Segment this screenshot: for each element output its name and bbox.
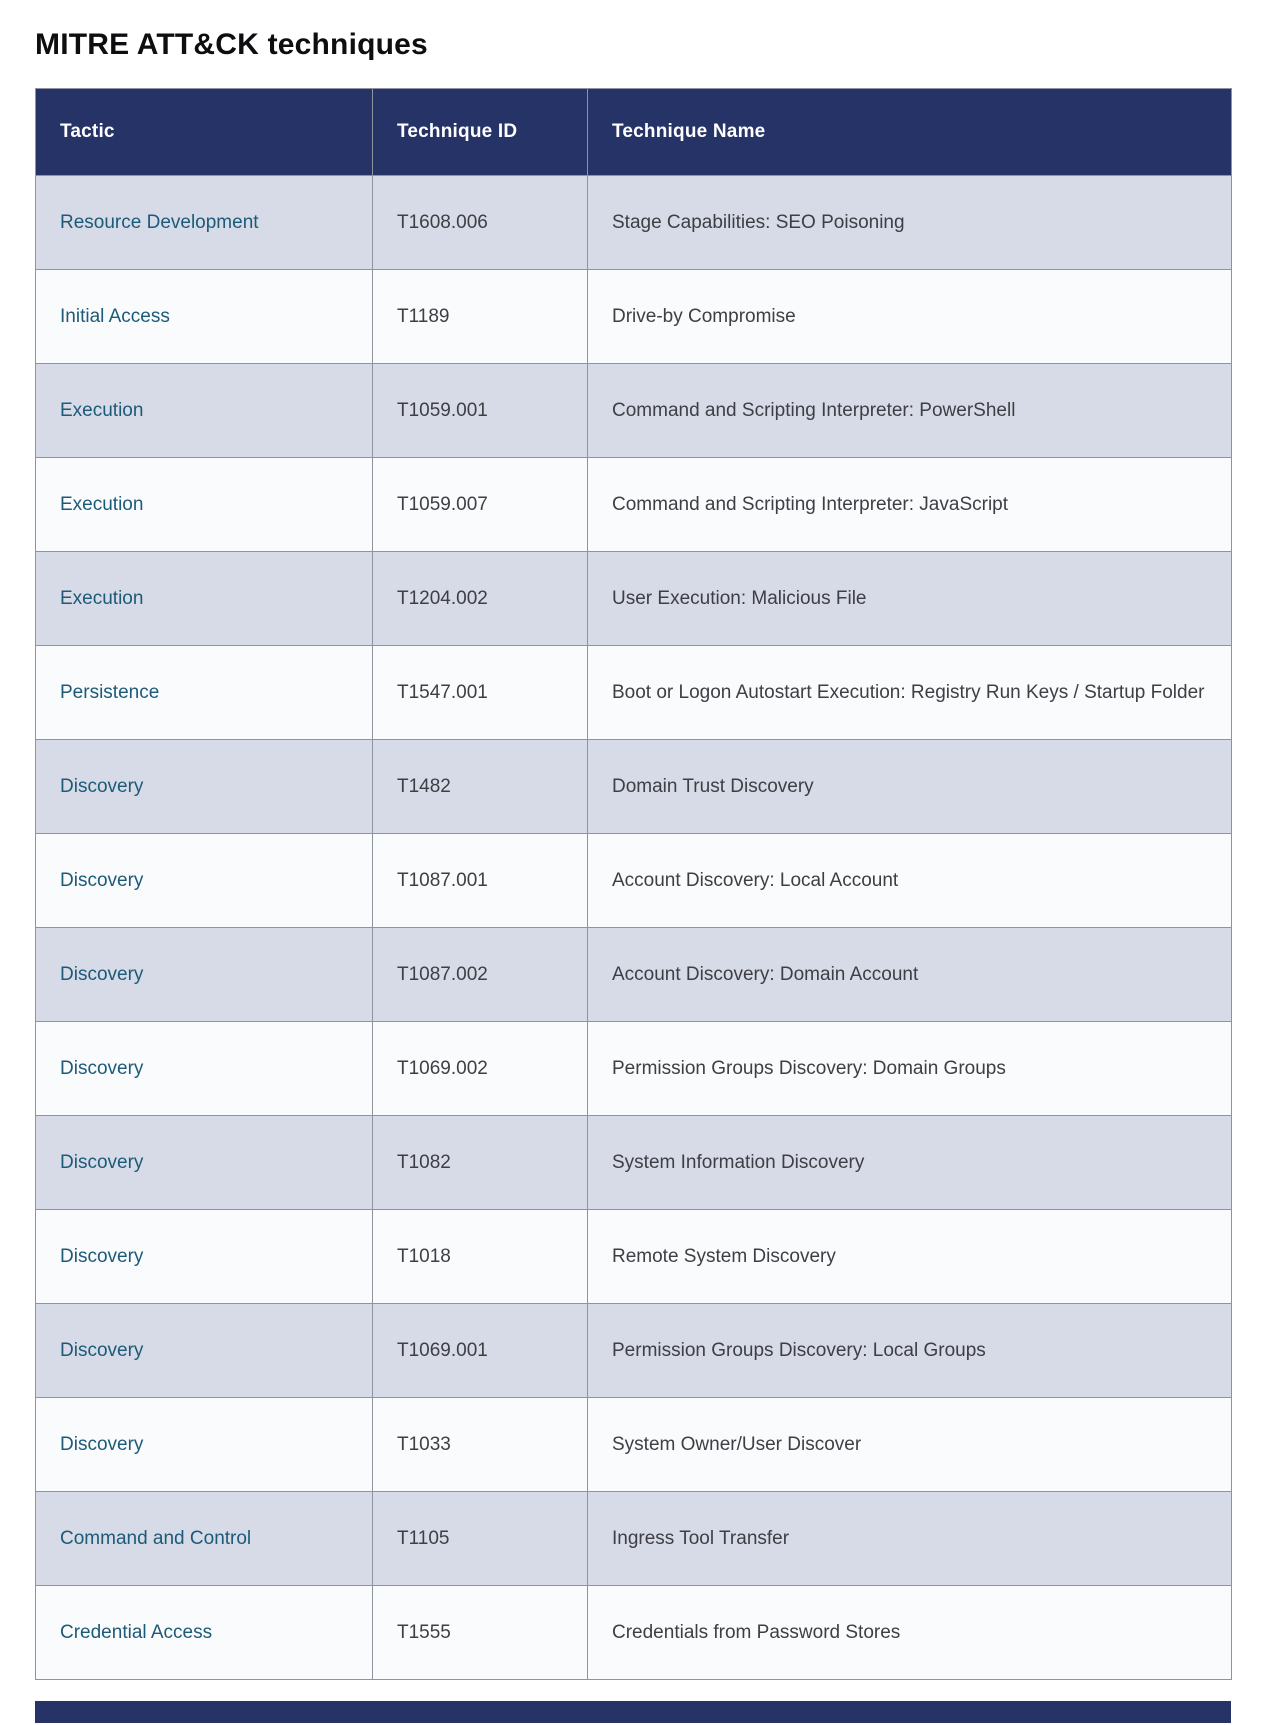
- technique-id-cell: T1189: [373, 270, 588, 364]
- tactic-link[interactable]: Discovery: [60, 775, 144, 797]
- table-row: [36, 270, 1232, 364]
- technique-name-cell: Boot or Logon Autostart Execution: Registry Run Keys / Startup Folder: [588, 646, 1232, 740]
- tactic-cell: [36, 1492, 373, 1586]
- table-row: [36, 1586, 1232, 1680]
- tactic-cell: [36, 928, 373, 1022]
- table-row: [36, 834, 1232, 928]
- technique-name-cell: System Information Discovery: [588, 1116, 1232, 1210]
- table-row: [36, 458, 1232, 552]
- tactic-link[interactable]: Execution: [60, 399, 144, 421]
- tactic-link[interactable]: Discovery: [60, 1057, 144, 1079]
- technique-id-cell: T1033: [373, 1398, 588, 1492]
- table-header-row: [36, 89, 1232, 176]
- technique-id-cell: T1018: [373, 1210, 588, 1304]
- table-row: [36, 740, 1232, 834]
- technique-name-cell: Account Discovery: Domain Account: [588, 928, 1232, 1022]
- tactic-cell: [36, 1116, 373, 1210]
- tactic-cell: [36, 1304, 373, 1398]
- technique-id-cell: T1204.002: [373, 552, 588, 646]
- technique-id-cell: T1547.001: [373, 646, 588, 740]
- tactic-link[interactable]: Resource Development: [60, 211, 259, 233]
- next-table-header-partial: [35, 1701, 1231, 1723]
- tactic-link[interactable]: Credential Access: [60, 1621, 213, 1643]
- tactic-link[interactable]: Execution: [60, 493, 144, 515]
- technique-name-cell: Stage Capabilities: SEO Poisoning: [588, 176, 1232, 270]
- technique-name-cell: Domain Trust Discovery: [588, 740, 1232, 834]
- table-row: [36, 1116, 1232, 1210]
- tactic-cell: [36, 1210, 373, 1304]
- tactic-link[interactable]: Execution: [60, 587, 144, 609]
- column-header-technique-name: Technique Name: [588, 89, 1232, 176]
- tactic-cell: [36, 364, 373, 458]
- table-row: [36, 1492, 1232, 1586]
- tactic-link[interactable]: Command and Control: [60, 1527, 252, 1549]
- mitre-attack-table: [35, 88, 1232, 1680]
- table-row: [36, 1398, 1232, 1492]
- table-row: [36, 1210, 1232, 1304]
- tactic-link[interactable]: Persistence: [60, 681, 160, 703]
- tactic-cell: [36, 646, 373, 740]
- tactic-link[interactable]: Discovery: [60, 1339, 144, 1361]
- technique-id-cell: T1608.006: [373, 176, 588, 270]
- tactic-link[interactable]: Discovery: [60, 963, 144, 985]
- page-title: MITRE ATT&CK techniques: [35, 28, 428, 61]
- technique-name-cell: Account Discovery: Local Account: [588, 834, 1232, 928]
- tactic-cell: [36, 552, 373, 646]
- technique-id-cell: T1059.007: [373, 458, 588, 552]
- technique-name-cell: Command and Scripting Interpreter: PowerShell: [588, 364, 1232, 458]
- technique-name-cell: Drive-by Compromise: [588, 270, 1232, 364]
- tactic-link[interactable]: Discovery: [60, 1433, 144, 1455]
- table-row: [36, 646, 1232, 740]
- technique-name-cell: System Owner/User Discover: [588, 1398, 1232, 1492]
- tactic-link[interactable]: Discovery: [60, 1151, 144, 1173]
- technique-name-cell: User Execution: Malicious File: [588, 552, 1232, 646]
- tactic-cell: [36, 1022, 373, 1116]
- table-row: [36, 1022, 1232, 1116]
- technique-id-cell: T1082: [373, 1116, 588, 1210]
- technique-id-cell: T1069.002: [373, 1022, 588, 1116]
- tactic-cell: [36, 834, 373, 928]
- tactic-link[interactable]: Discovery: [60, 1245, 144, 1267]
- table-row: [36, 364, 1232, 458]
- table-header: [36, 89, 1232, 176]
- technique-name-cell: Permission Groups Discovery: Domain Groups: [588, 1022, 1232, 1116]
- technique-id-cell: T1482: [373, 740, 588, 834]
- tactic-cell: [36, 176, 373, 270]
- table-row: [36, 552, 1232, 646]
- technique-id-cell: T1105: [373, 1492, 588, 1586]
- technique-id-cell: T1087.001: [373, 834, 588, 928]
- table-row: [36, 928, 1232, 1022]
- technique-id-cell: T1555: [373, 1586, 588, 1680]
- table-row: [36, 176, 1232, 270]
- tactic-link[interactable]: Initial Access: [60, 305, 170, 327]
- technique-name-cell: Ingress Tool Transfer: [588, 1492, 1232, 1586]
- technique-name-cell: Remote System Discovery: [588, 1210, 1232, 1304]
- table-row: [36, 1304, 1232, 1398]
- technique-name-cell: Command and Scripting Interpreter: JavaScript: [588, 458, 1232, 552]
- tactic-cell: [36, 740, 373, 834]
- technique-id-cell: T1059.001: [373, 364, 588, 458]
- column-header-technique-id: Technique ID: [373, 89, 588, 176]
- tactic-cell: [36, 270, 373, 364]
- technique-id-cell: T1087.002: [373, 928, 588, 1022]
- tactic-cell: [36, 458, 373, 552]
- technique-name-cell: Credentials from Password Stores: [588, 1586, 1232, 1680]
- technique-id-cell: T1069.001: [373, 1304, 588, 1398]
- table-body: [36, 176, 1232, 1680]
- tactic-link[interactable]: Discovery: [60, 869, 144, 891]
- tactic-cell: [36, 1398, 373, 1492]
- technique-name-cell: Permission Groups Discovery: Local Groups: [588, 1304, 1232, 1398]
- tactic-cell: [36, 1586, 373, 1680]
- column-header-tactic: Tactic: [36, 89, 373, 176]
